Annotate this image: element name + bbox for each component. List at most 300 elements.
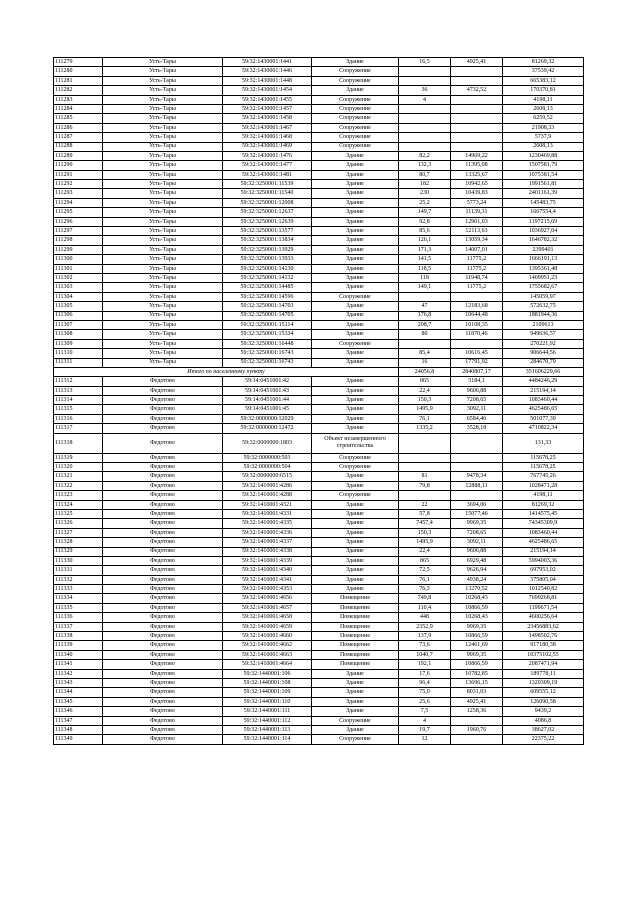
row-number-cell: 111312 — [54, 377, 103, 386]
row-number-cell: 111311 — [54, 358, 103, 367]
cadastral-number-cell: 59:32:3250001:14132 — [223, 273, 312, 282]
settlement-cell: Усть-Тары — [103, 114, 223, 123]
row-number-cell: 111327 — [54, 528, 103, 537]
unit-price-cell: 4925,41 — [451, 58, 503, 67]
unit-price-cell — [451, 433, 503, 453]
row-number-cell: 111321 — [54, 472, 103, 481]
unit-price-cell: 9606,88 — [451, 386, 503, 395]
row-number-cell: 111315 — [54, 405, 103, 414]
area-cell: 47 — [399, 302, 451, 311]
settlement-cell: Федотово — [103, 538, 223, 547]
table-row — [54, 283, 584, 292]
row-number-cell: 111286 — [54, 123, 103, 132]
row-number-cell: 111343 — [54, 679, 103, 688]
settlement-cell: Усть-Тары — [103, 283, 223, 292]
cadastral-value-cell: 1646782,32 — [503, 236, 584, 245]
area-cell — [399, 453, 451, 462]
table-row — [54, 613, 584, 622]
row-number-cell: 111341 — [54, 660, 103, 669]
area-cell: 171,3 — [399, 245, 451, 254]
area-cell — [399, 114, 451, 123]
row-number-cell: 111342 — [54, 669, 103, 678]
area-cell — [399, 433, 451, 453]
cadastral-value-cell: 1414575,45 — [503, 509, 584, 518]
table-row — [54, 500, 584, 509]
settlement-cell: Федотово — [103, 716, 223, 725]
table-row — [54, 320, 584, 329]
object-type-cell: Здание — [312, 547, 399, 556]
object-type-cell: Здание — [312, 538, 399, 547]
row-number-cell: 111282 — [54, 86, 103, 95]
area-cell: 149,7 — [399, 208, 451, 217]
cadastral-number-cell: 59:32:3250001:16448 — [223, 339, 312, 348]
object-type-cell: Здание — [312, 320, 399, 329]
object-type-cell: Помещение — [312, 641, 399, 650]
unit-price-cell — [451, 67, 503, 76]
cadastral-number-cell: 59:32:1430001:1446 — [223, 67, 312, 76]
settlement-cell: Федотово — [103, 697, 223, 706]
area-cell: 126,1 — [399, 236, 451, 245]
cadastral-number-cell: 59:32:1410001:4336 — [223, 528, 312, 537]
unit-price-cell: 9626,94 — [451, 566, 503, 575]
row-number-cell: 111281 — [54, 76, 103, 85]
row-number-cell: 111305 — [54, 302, 103, 311]
cadastral-number-cell: 59:32:1410001:4321 — [223, 500, 312, 509]
cadastral-value-cell: 1991561,81 — [503, 180, 584, 189]
settlement-cell: Усть-Тары — [103, 189, 223, 198]
object-type-cell: Здание — [312, 519, 399, 528]
unit-price-cell: 10268,43 — [451, 613, 503, 622]
object-type-cell: Объект незавершенного строительства — [312, 433, 399, 453]
table-row — [54, 622, 584, 631]
settlement-cell: Федотово — [103, 519, 223, 528]
cadastral-number-cell: 59:32:1410001:4656 — [223, 594, 312, 603]
object-type-cell: Сооружение — [312, 76, 399, 85]
object-type-cell: Здание — [312, 386, 399, 395]
area-cell: 865 — [399, 556, 451, 565]
unit-price-cell: 5773,24 — [451, 198, 503, 207]
register-body — [54, 58, 584, 745]
settlement-cell: Федотово — [103, 735, 223, 744]
settlement-cell: Усть-Тары — [103, 227, 223, 236]
area-cell: 7,5 — [399, 707, 451, 716]
area-cell: 12 — [399, 735, 451, 744]
table-row — [54, 67, 584, 76]
area-cell: 1495,9 — [399, 538, 451, 547]
row-number-cell: 111279 — [54, 58, 103, 67]
table-row — [54, 255, 584, 264]
table-row — [54, 528, 584, 537]
row-number-cell: 111290 — [54, 161, 103, 170]
total-area: 24056,8 — [399, 367, 451, 376]
settlement-cell: Усть-Тары — [103, 86, 223, 95]
cadastral-number-cell: 59:32:3250001:13577 — [223, 227, 312, 236]
table-row — [54, 585, 584, 594]
settlement-cell: Усть-Тары — [103, 133, 223, 142]
row-number-cell: 111319 — [54, 453, 103, 462]
area-cell: 118,5 — [399, 264, 451, 273]
cadastral-value-cell: 4198,11 — [503, 491, 584, 500]
cadastral-number-cell: 59:32:3250001:13834 — [223, 236, 312, 245]
cadastral-value-cell: 2399401 — [503, 245, 584, 254]
unit-price-cell: 14969,22 — [451, 151, 503, 160]
row-number-cell: 111340 — [54, 650, 103, 659]
cadastral-value-cell: 270221,92 — [503, 339, 584, 348]
settlement-cell: Федотово — [103, 725, 223, 734]
unit-price-cell: 6584,46 — [451, 414, 503, 423]
unit-price-cell: 4732,52 — [451, 86, 503, 95]
area-cell: 25,2 — [399, 198, 451, 207]
table-row — [54, 414, 584, 423]
cadastral-number-cell: 59:32:1430001:1455 — [223, 95, 312, 104]
row-number-cell: 111320 — [54, 463, 103, 472]
table-row — [54, 264, 584, 273]
table-row — [54, 161, 584, 170]
table-row — [54, 472, 584, 481]
object-type-cell: Здание — [312, 227, 399, 236]
object-type-cell: Здание — [312, 302, 399, 311]
cadastral-value-cell: 1028471,28 — [503, 481, 584, 490]
table-row — [54, 538, 584, 547]
unit-price-cell: 9606,88 — [451, 547, 503, 556]
cadastral-number-cell: 59:32:1410001:4659 — [223, 622, 312, 631]
area-cell: 4 — [399, 95, 451, 104]
object-type-cell: Здание — [312, 472, 399, 481]
unit-price-cell: 10268,43 — [451, 594, 503, 603]
area-cell: 36 — [399, 86, 451, 95]
row-number-cell: 111339 — [54, 641, 103, 650]
unit-price-cell: 4938,24 — [451, 575, 503, 584]
table-row — [54, 697, 584, 706]
table-row — [54, 594, 584, 603]
object-type-cell: Сооружение — [312, 292, 399, 301]
total-price: 2840807,17 — [451, 367, 503, 376]
row-number-cell: 111297 — [54, 227, 103, 236]
total-value: 351606229,66 — [503, 367, 584, 376]
area-cell: 7457,4 — [399, 519, 451, 528]
table-row — [54, 245, 584, 254]
unit-price-cell: 9969,35 — [451, 650, 503, 659]
area-cell: 448 — [399, 613, 451, 622]
settlement-cell: Федотово — [103, 463, 223, 472]
cadastral-value-cell: 2608,13 — [503, 142, 584, 151]
cadastral-value-cell: 375805,04 — [503, 575, 584, 584]
row-number-cell: 111316 — [54, 414, 103, 423]
row-number-cell: 111280 — [54, 67, 103, 76]
table-row — [54, 236, 584, 245]
unit-price-cell: 5184,1 — [451, 377, 503, 386]
cadastral-value-cell: 906644,56 — [503, 349, 584, 358]
cadastral-number-cell: 59:32:1430001:1458 — [223, 114, 312, 123]
cadastral-number-cell: 59:32:1410001:4664 — [223, 660, 312, 669]
area-cell: 110,4 — [399, 603, 451, 612]
settlement-cell: Усть-Тары — [103, 358, 223, 367]
cadastral-value-cell: 2608,13 — [503, 104, 584, 113]
cadastral-number-cell: 59:32:1410001:4335 — [223, 519, 312, 528]
area-cell: 16,5 — [399, 58, 451, 67]
cadastral-value-cell: 1667554,4 — [503, 208, 584, 217]
cadastral-number-cell: 59:32:0000000:12472 — [223, 424, 312, 433]
row-number-cell: 111317 — [54, 424, 103, 433]
cadastral-value-cell: 1012540,82 — [503, 585, 584, 594]
area-cell: 19,7 — [399, 725, 451, 734]
table-row — [54, 358, 584, 367]
object-type-cell: Здание — [312, 245, 399, 254]
cadastral-value-cell: 115678,25 — [503, 453, 584, 462]
cadastral-number-cell: 59:32:1440001:113 — [223, 725, 312, 734]
table-row — [54, 95, 584, 104]
unit-price-cell: 12183,68 — [451, 302, 503, 311]
area-cell — [399, 104, 451, 113]
object-type-cell: Здание — [312, 669, 399, 678]
settlement-cell: Федотово — [103, 650, 223, 659]
object-type-cell: Здание — [312, 208, 399, 217]
object-type-cell: Здание — [312, 236, 399, 245]
cadastral-register-table — [53, 57, 584, 745]
row-number-cell: 111310 — [54, 349, 103, 358]
table-row — [54, 481, 584, 490]
unit-price-cell: 11870,46 — [451, 330, 503, 339]
cadastral-number-cell: 59:32:3250001:14705 — [223, 311, 312, 320]
object-type-cell: Здание — [312, 189, 399, 198]
settlement-cell: Федотово — [103, 556, 223, 565]
total-label: Итого по населенному пункту — [54, 367, 399, 376]
object-type-cell: Здание — [312, 283, 399, 292]
table-row — [54, 716, 584, 725]
table-row — [54, 330, 584, 339]
unit-price-cell — [451, 114, 503, 123]
row-number-cell: 111349 — [54, 735, 103, 744]
settlement-cell: Усть-Тары — [103, 330, 223, 339]
table-row — [54, 377, 584, 386]
cadastral-value-cell: 215194,14 — [503, 547, 584, 556]
area-cell — [399, 133, 451, 142]
area-cell: 141,5 — [399, 255, 451, 264]
row-number-cell: 111325 — [54, 509, 103, 518]
cadastral-value-cell: 4625486,65 — [503, 538, 584, 547]
area-cell: 4 — [399, 716, 451, 725]
unit-price-cell: 14007,01 — [451, 245, 503, 254]
cadastral-number-cell: 59:32:1410001:4338 — [223, 547, 312, 556]
object-type-cell: Здание — [312, 255, 399, 264]
unit-price-cell — [451, 339, 503, 348]
table-row — [54, 463, 584, 472]
cadastral-number-cell: 59:32:1430001:1448 — [223, 76, 312, 85]
row-number-cell: 111302 — [54, 273, 103, 282]
object-type-cell: Здание — [312, 556, 399, 565]
cadastral-value-cell: 665383,12 — [503, 76, 584, 85]
settlement-cell: Усть-Тары — [103, 170, 223, 179]
settlement-cell: Федотово — [103, 377, 223, 386]
cadastral-number-cell: 59:14:0451001:44 — [223, 396, 312, 405]
settlement-cell: Усть-Тары — [103, 208, 223, 217]
area-cell: 22 — [399, 500, 451, 509]
unit-price-cell: 10942,65 — [451, 180, 503, 189]
object-type-cell: Здание — [312, 528, 399, 537]
table-row — [54, 433, 584, 453]
row-number-cell: 111295 — [54, 208, 103, 217]
cadastral-value-cell: 23456883,62 — [503, 622, 584, 631]
table-row — [54, 86, 584, 95]
cadastral-value-cell: 949636,57 — [503, 330, 584, 339]
unit-price-cell — [451, 133, 503, 142]
settlement-cell: Федотово — [103, 566, 223, 575]
cadastral-value-cell: 115678,25 — [503, 463, 584, 472]
object-type-cell: Здание — [312, 170, 399, 179]
unit-price-cell: 12461,69 — [451, 641, 503, 650]
area-cell: 16 — [399, 358, 451, 367]
object-type-cell: Здание — [312, 161, 399, 170]
area-cell: 79,8 — [399, 481, 451, 490]
cadastral-number-cell: 59:32:0000000:1803 — [223, 433, 312, 453]
cadastral-number-cell: 59:32:1440001:112 — [223, 716, 312, 725]
table-row — [54, 208, 584, 217]
cadastral-value-cell: 4710822,34 — [503, 424, 584, 433]
settlement-cell: Федотово — [103, 500, 223, 509]
settlement-cell: Усть-Тары — [103, 292, 223, 301]
area-cell: 150,3 — [399, 396, 451, 405]
object-type-cell: Помещение — [312, 632, 399, 641]
settlement-cell: Усть-Тары — [103, 255, 223, 264]
cadastral-value-cell: 6259,52 — [503, 114, 584, 123]
cadastral-number-cell: 59:32:1410001:4339 — [223, 556, 312, 565]
settlement-cell: Федотово — [103, 688, 223, 697]
total-row — [54, 367, 584, 376]
cadastral-number-cell: 59:32:1410001:4657 — [223, 603, 312, 612]
cadastral-value-cell: 2109613 — [503, 320, 584, 329]
table-row — [54, 339, 584, 348]
row-number-cell: 111323 — [54, 491, 103, 500]
settlement-cell: Федотово — [103, 509, 223, 518]
cadastral-value-cell: 2401161,39 — [503, 189, 584, 198]
cadastral-value-cell: 38627,02 — [503, 725, 584, 734]
row-number-cell: 111294 — [54, 198, 103, 207]
object-type-cell: Здание — [312, 330, 399, 339]
cadastral-number-cell: 59:14:0451001:45 — [223, 405, 312, 414]
area-cell: 749,8 — [399, 594, 451, 603]
cadastral-number-cell: 59:32:1410001:4341 — [223, 575, 312, 584]
row-number-cell: 111313 — [54, 386, 103, 395]
object-type-cell: Здание — [312, 86, 399, 95]
settlement-cell: Федотово — [103, 386, 223, 395]
cadastral-value-cell: 1666191,13 — [503, 255, 584, 264]
object-type-cell: Сооружение — [312, 114, 399, 123]
object-type-cell: Помещение — [312, 622, 399, 631]
settlement-cell: Усть-Тары — [103, 151, 223, 160]
unit-price-cell: 12113,63 — [451, 227, 503, 236]
cadastral-number-cell: 59:32:1430001:1441 — [223, 58, 312, 67]
row-number-cell: 111331 — [54, 566, 103, 575]
cadastral-value-cell: 22375,22 — [503, 735, 584, 744]
unit-price-cell: 4925,41 — [451, 697, 503, 706]
unit-price-cell — [451, 104, 503, 113]
cadastral-value-cell: 1075381,54 — [503, 170, 584, 179]
cadastral-value-cell: 1395361,48 — [503, 264, 584, 273]
cadastral-value-cell: 74345309,9 — [503, 519, 584, 528]
row-number-cell: 111293 — [54, 189, 103, 198]
area-cell: 81 — [399, 472, 451, 481]
area-cell — [399, 76, 451, 85]
cadastral-number-cell: 59:32:3250001:15114 — [223, 320, 312, 329]
table-row — [54, 679, 584, 688]
table-row — [54, 547, 584, 556]
table-row — [54, 688, 584, 697]
cadastral-value-cell: 145059,97 — [503, 292, 584, 301]
area-cell: 149,1 — [399, 283, 451, 292]
cadastral-number-cell: 59:32:1430001:1454 — [223, 86, 312, 95]
cadastral-number-cell: 59:14:0451001:43 — [223, 386, 312, 395]
cadastral-value-cell: 1036927,04 — [503, 227, 584, 236]
unit-price-cell — [451, 463, 503, 472]
object-type-cell: Здание — [312, 500, 399, 509]
cadastral-number-cell: 59:32:1410001:4662 — [223, 641, 312, 650]
cadastral-number-cell: 59:32:1430001:1481 — [223, 170, 312, 179]
settlement-cell: Федотово — [103, 433, 223, 453]
cadastral-value-cell: 189778,11 — [503, 669, 584, 678]
settlement-cell: Федотово — [103, 424, 223, 433]
area-cell — [399, 463, 451, 472]
object-type-cell: Здание — [312, 311, 399, 320]
unit-price-cell: 11775,2 — [451, 264, 503, 273]
area-cell — [399, 491, 451, 500]
cadastral-value-cell: 767745,26 — [503, 472, 584, 481]
table-row — [54, 58, 584, 67]
object-type-cell: Помещение — [312, 603, 399, 612]
cadastral-number-cell: 59:32:1430001:1469 — [223, 142, 312, 151]
cadastral-value-cell: 1197215,69 — [503, 217, 584, 226]
object-type-cell: Сооружение — [312, 453, 399, 462]
cadastral-value-cell: 215194,14 — [503, 386, 584, 395]
row-number-cell: 111322 — [54, 481, 103, 490]
row-number-cell: 111335 — [54, 603, 103, 612]
cadastral-number-cell: 59:32:1410001:4658 — [223, 613, 312, 622]
area-cell: 85,6 — [399, 227, 451, 236]
unit-price-cell — [451, 95, 503, 104]
cadastral-value-cell: 1755682,67 — [503, 283, 584, 292]
cadastral-number-cell: 59:32:3250001:14703 — [223, 302, 312, 311]
row-number-cell: 111289 — [54, 151, 103, 160]
object-type-cell: Здание — [312, 697, 399, 706]
row-number-cell: 111300 — [54, 255, 103, 264]
table-row — [54, 396, 584, 405]
settlement-cell: Усть-Тары — [103, 302, 223, 311]
area-cell — [399, 339, 451, 348]
unit-price-cell: 1258,36 — [451, 707, 503, 716]
table-row — [54, 189, 584, 198]
cadastral-register-sheet — [53, 57, 584, 745]
object-type-cell: Помещение — [312, 650, 399, 659]
cadastral-value-cell: 5994003,36 — [503, 556, 584, 565]
object-type-cell: Здание — [312, 58, 399, 67]
unit-price-cell: 10866,59 — [451, 660, 503, 669]
table-row — [54, 142, 584, 151]
row-number-cell: 111344 — [54, 688, 103, 697]
settlement-cell: Федотово — [103, 575, 223, 584]
cadastral-number-cell: 59:32:3250001:13933 — [223, 255, 312, 264]
settlement-cell: Федотово — [103, 679, 223, 688]
area-cell: 192,1 — [399, 660, 451, 669]
object-type-cell: Здание — [312, 688, 399, 697]
area-cell: 76,1 — [399, 575, 451, 584]
cadastral-value-cell: 7699268,81 — [503, 594, 584, 603]
cadastral-value-cell: 4484246,29 — [503, 377, 584, 386]
row-number-cell: 111307 — [54, 320, 103, 329]
area-cell: 137,9 — [399, 632, 451, 641]
unit-price-cell: 7208,65 — [451, 528, 503, 537]
unit-price-cell: 13325,67 — [451, 170, 503, 179]
table-row — [54, 123, 584, 132]
row-number-cell: 111303 — [54, 283, 103, 292]
